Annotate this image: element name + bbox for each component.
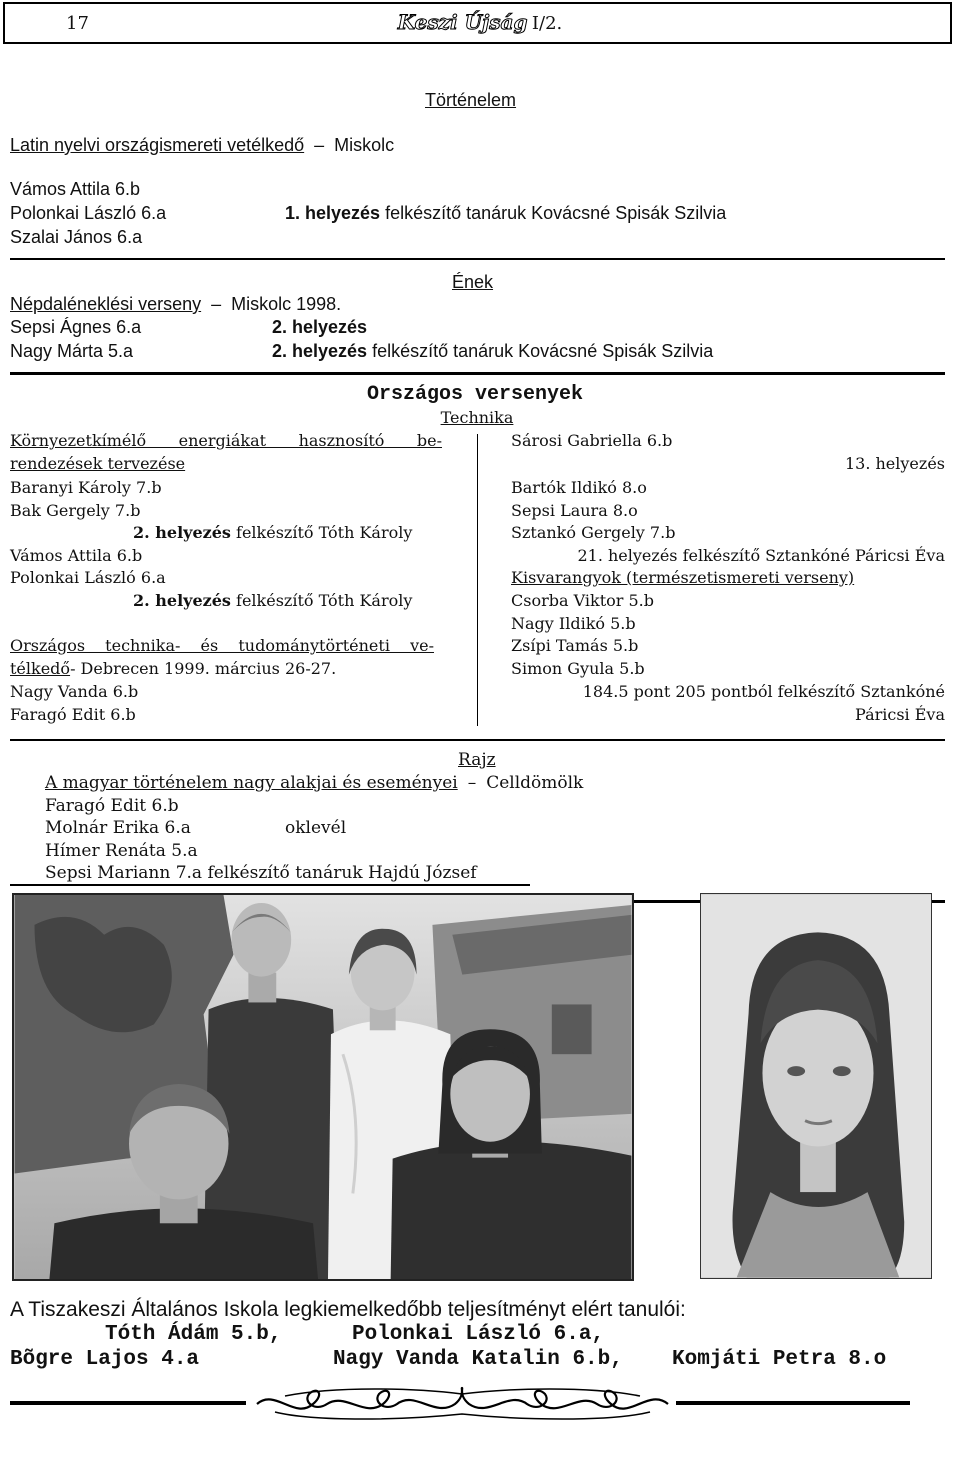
photo-frame-line — [10, 884, 530, 886]
section-heading-singing: Ének — [452, 272, 494, 292]
nature-competition-name: Kisvarangyok (természetismereti verseny) — [511, 568, 855, 587]
tech-team2-note: felkészítő Tóth Károly — [236, 591, 413, 610]
history-dash: – — [314, 135, 325, 155]
history-result — [285, 202, 726, 224]
history-student: Polonkai László 6.a — [10, 203, 167, 223]
achiever-name: Tóth Ádám 5.b, — [105, 1323, 282, 1346]
tech-team-member: Bartók Ildikó 8.o — [511, 478, 647, 497]
tech-history-competition-underlined: télkedő — [10, 659, 71, 678]
masthead — [330, 11, 630, 36]
singing-dash: – — [211, 294, 222, 314]
flourish-ornament — [255, 1384, 670, 1424]
page-number: 17 — [66, 13, 89, 34]
ornament-line-left — [10, 1401, 246, 1405]
tech-history-student: Nagy Vanda 6.b — [10, 682, 139, 701]
nature-student: Simon Gyula 5.b — [511, 659, 645, 678]
drawing-dash: – — [467, 773, 477, 793]
tech-entrant-place: 13. helyezés — [844, 454, 945, 473]
singing-place: 2. helyezés — [272, 341, 368, 361]
tech-student: Baranyi Károly 7.b — [10, 478, 162, 497]
tech-competition-line2: rendezések tervezése — [10, 454, 186, 473]
group-photo — [12, 893, 634, 1281]
singing-competition-name: Népdaléneklési verseny — [10, 294, 202, 314]
singing-student: Sepsi Ágnes 6.a — [10, 317, 142, 337]
section-heading-national: Országos versenyek — [366, 383, 584, 406]
achievers-intro: A Tiszakeszi Általános Iskola legkiemelkedőbb teljesítményt elért tanulói: — [10, 1298, 686, 1321]
tech-team2-result — [133, 590, 412, 612]
drawing-student: Hímer Renáta 5.a — [45, 841, 198, 861]
tech-entrant: Sárosi Gabriella 6.b — [511, 431, 673, 450]
section-heading-history: Történelem — [425, 90, 517, 110]
history-teacher-note: felkészítő tanáruk Kovácsné Spisák Szilvia — [385, 203, 727, 223]
nature-student: Nagy Ildikó 5.b — [511, 614, 636, 633]
drawing-competition-line — [45, 772, 583, 794]
ornament-line-right — [676, 1401, 910, 1405]
section-divider — [10, 258, 945, 260]
newspaper-title: Keszi Újság — [397, 10, 528, 34]
nature-student: Csorba Viktor 5.b — [511, 591, 654, 610]
tech-team-member: Sztankó Gergely 7.b — [511, 523, 676, 542]
history-student: Szalai János 6.a — [10, 227, 143, 247]
tech-history-competition-line1: Országos technika- és tudománytörténeti ve- — [10, 636, 434, 655]
tech-student: Polonkai László 6.a — [10, 568, 166, 587]
nature-result-line2: Páricsi Éva — [855, 705, 945, 724]
achiever-name: Polonkai László 6.a, — [352, 1323, 605, 1346]
history-competition-name: Latin nyelvi országismereti vetélkedő — [10, 135, 305, 155]
tech-team1-place: 2. helyezés — [133, 523, 231, 542]
singing-teacher-note: felkészítő tanáruk Kovácsné Spisák Szilvia — [372, 341, 714, 361]
portrait-photo-image — [701, 894, 931, 1278]
nature-student: Zsípi Tamás 5.b — [511, 636, 639, 655]
tech-team1-result — [133, 522, 412, 544]
drawing-last-line: Sepsi Mariann 7.a felkészítő tanáruk Hajdú József — [45, 863, 477, 883]
drawing-student: Molnár Erika 6.a — [45, 818, 191, 838]
achiever-name: Komjáti Petra 8.o — [672, 1348, 887, 1371]
achiever-name: Bõgre Lajos 4.a — [10, 1348, 200, 1371]
column-divider — [477, 434, 478, 726]
singing-student: Nagy Márta 5.a — [10, 341, 134, 361]
tech-team-result: 21. helyezés felkészítő Sztankóné Páricsi Éva — [577, 546, 945, 565]
tech-competition-line1: Környezetkímélő energiákat hasznosító be- — [10, 431, 442, 450]
tech-student: Bak Gergely 7.b — [10, 501, 141, 520]
tech-history-student: Faragó Edit 6.b — [10, 705, 136, 724]
singing-place: 2. helyezés — [272, 317, 368, 337]
section-divider — [10, 372, 945, 375]
section-heading-drawing: Rajz — [458, 750, 496, 770]
drawing-location: Celldömölk — [486, 773, 584, 793]
drawing-student: Faragó Edit 6.b — [45, 796, 179, 816]
issue-number: I/2. — [531, 13, 563, 34]
tech-history-competition-rest: - Debrecen 1999. március 26-27. — [70, 659, 337, 678]
tech-team-member: Sepsi Laura 8.o — [511, 501, 638, 520]
tech-history-competition-line2 — [10, 658, 336, 680]
drawing-competition-name: A magyar történelem nagy alakjai és eseményei — [45, 773, 458, 793]
achiever-name: Nagy Vanda Katalin 6.b, — [333, 1348, 623, 1371]
group-photo-image — [14, 895, 632, 1279]
history-student: Vámos Attila 6.b — [10, 179, 141, 199]
history-place: 1. helyezés — [285, 203, 381, 223]
tech-student: Vámos Attila 6.b — [10, 546, 143, 565]
tech-team2-place: 2. helyezés — [133, 591, 231, 610]
tech-team1-note: felkészítő Tóth Károly — [236, 523, 413, 542]
singing-result — [272, 340, 713, 362]
history-location: Miskolc — [334, 135, 395, 155]
drawing-award: oklevél — [285, 818, 347, 838]
singing-competition-line — [10, 293, 341, 315]
portrait-photo — [700, 893, 932, 1279]
history-competition-line — [10, 134, 394, 156]
nature-result-line1: 184.5 pont 205 pontból felkészítő Sztankóné — [582, 682, 945, 701]
section-divider — [10, 739, 945, 741]
singing-location: Miskolc 1998. — [231, 294, 342, 314]
subheading-technika: Technika — [440, 408, 514, 427]
